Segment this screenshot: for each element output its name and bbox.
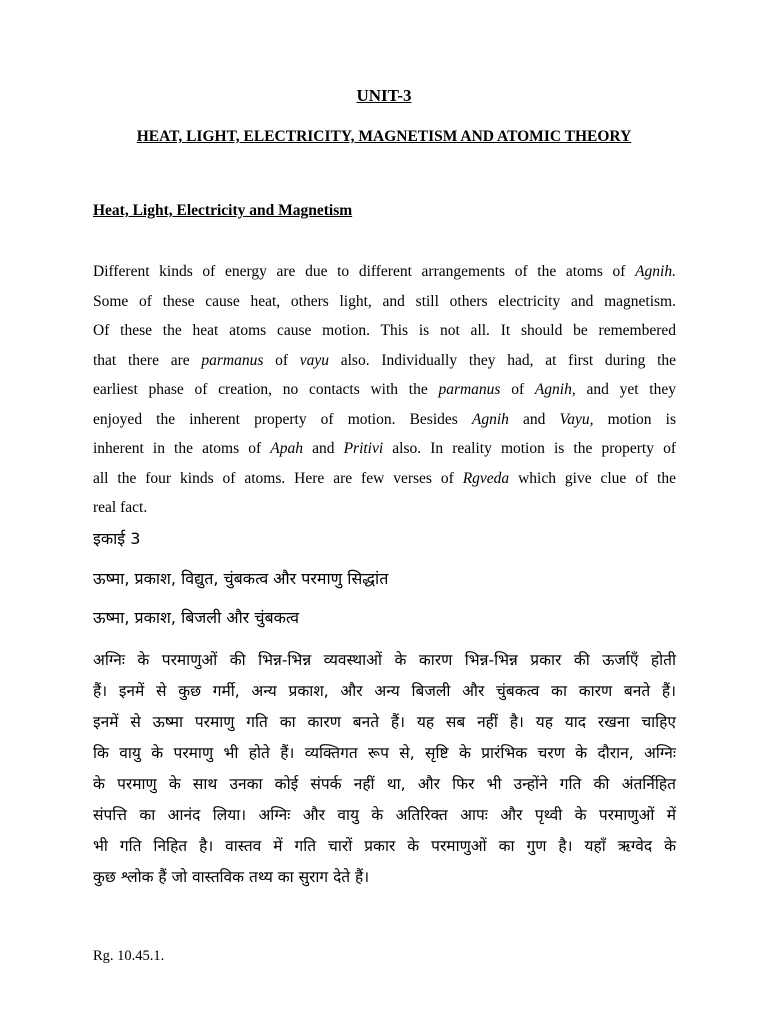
text-run: Of these the heat atoms cause motion. This is not all. It should be remembered	[93, 322, 676, 339]
verse-reference: Rg. 10.45.1.	[93, 948, 165, 964]
text-run: earliest phase of creation, no contacts with the	[93, 381, 439, 398]
text-run: and	[302, 440, 344, 457]
english-paragraph	[93, 257, 676, 523]
text-run: and	[508, 410, 560, 428]
english-line	[93, 434, 676, 464]
italic-term: parmanus	[438, 381, 501, 398]
text-run: inherent in the atoms of	[93, 440, 271, 457]
italic-term: parmanus	[201, 351, 264, 369]
unit-title: UNIT-3	[356, 86, 412, 105]
english-line	[93, 316, 676, 346]
hindi-line: अग्निः के परमाणुओं की भिन्न-भिन्न व्यवस्थाओं के कारण भिन्न-भिन्न प्रकार की ऊर्जाएँ होती	[93, 651, 676, 669]
italic-term: Rgveda	[462, 469, 510, 487]
text-run: and yet they	[575, 381, 676, 398]
hindi-line: इनमें से ऊष्मा परमाणु गति का कारण बनते हैं। यह सब नहीं है। यह याद रखना चाहिए	[93, 713, 676, 731]
hindi-line: भी गति निहित है। वास्तव में गति चारों प्रकार के परमाणुओं का गुण है। यहाँ ऋग्वेद के	[93, 837, 676, 855]
text-run: real fact.	[93, 499, 148, 516]
hindi-section-heading: ऊष्मा, प्रकाश, बिजली और चुंबकत्व	[93, 608, 300, 627]
text-run: of	[500, 381, 535, 398]
hindi-paragraph	[93, 645, 676, 893]
italic-term: vayu	[299, 351, 330, 369]
english-line	[93, 464, 676, 494]
text-run: also. Individually they had, at first during the	[329, 351, 676, 369]
english-line	[93, 493, 676, 523]
text-run: Some of these cause heat, others light, and still others electricity and magnetism.	[93, 292, 676, 310]
hindi-line: हैं। इनमें से कुछ गर्मी, अन्य प्रकाश, और अन्य बिजली और चुंबकत्व का कारण बनते हैं।	[93, 682, 676, 700]
italic-term: Pritivi	[343, 440, 384, 457]
italic-term: Agnih	[471, 410, 509, 428]
text-run: enjoyed the inherent property of motion. Besides	[93, 410, 472, 428]
hindi-line: संपत्ति का आनंद लिया। अग्निः और वायु के अतिरिक्त आपः और पृथ्वी के परमाणुओं में	[93, 806, 676, 824]
text-run: also. In reality motion is the property of	[383, 440, 676, 457]
english-line	[93, 405, 676, 435]
hindi-line: कि वायु के परमाणु भी होते हैं। व्यक्तिगत रूप से, सृष्टि के प्रारंभिक चरण के दौरान, अग्निः	[93, 744, 676, 762]
text-run: all the four kinds of atoms. Here are few verses of	[93, 469, 463, 487]
italic-term: Agnih.	[635, 263, 676, 280]
italic-term: Agnih,	[534, 381, 576, 398]
english-line	[93, 375, 676, 405]
text-run: which give clue of the	[509, 469, 676, 487]
text-run: Different kinds of energy are due to different arrangements of the atoms of	[93, 263, 636, 280]
text-run: that there are	[93, 351, 202, 369]
hindi-line: के परमाणु के साथ उनका कोई संपर्क नहीं था, और फिर भी उन्होंने गति की अंतर्निहित	[93, 775, 676, 793]
hindi-main-heading: ऊष्मा, प्रकाश, विद्युत, चुंबकत्व और परमाणु सिद्धांत	[93, 569, 389, 588]
section-heading: Heat, Light, Electricity and Magnetism	[93, 202, 353, 219]
text-run: motion is	[593, 410, 676, 428]
italic-term: Apah	[270, 440, 303, 457]
text-run: of	[263, 351, 300, 369]
main-heading: HEAT, LIGHT, ELECTRICITY, MAGNETISM AND ATOMIC THEORY	[136, 128, 632, 145]
italic-term: Vayu,	[559, 410, 594, 428]
english-line	[93, 287, 676, 317]
hindi-unit-label: इकाई 3	[93, 529, 141, 548]
hindi-line: कुछ श्लोक हैं जो वास्तविक तथ्य का सुराग देते हैं।	[93, 868, 370, 886]
english-line	[93, 346, 676, 376]
english-line	[93, 257, 676, 287]
